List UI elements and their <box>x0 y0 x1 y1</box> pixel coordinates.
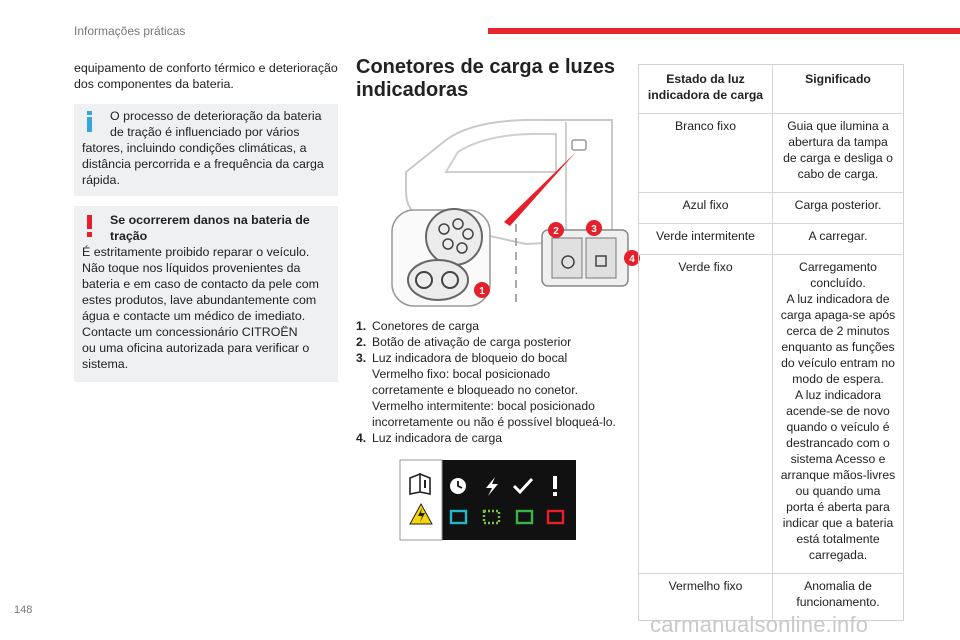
legend-list <box>356 318 626 446</box>
intro-line: equipamento de conforto térmico e deterioração <box>74 61 338 75</box>
legend-text: Vermelho fixo: bocal posicionado <box>372 367 551 381</box>
svg-text:4: 4 <box>629 254 635 265</box>
legend-number: 2. <box>356 335 367 349</box>
intro-line: dos componentes da bateria. <box>74 77 234 91</box>
svg-text:3: 3 <box>591 224 597 235</box>
table-cell-meaning: Carregamento concluído. A luz indicadora de carga apaga-se após cerca de 2 minutos enquanto as funções do veículo entram no modo de espera. A luz indicadora acende-se de novo quando o veículo é destrancado com o sistema Acesso e arranque mãos-livres ou quando uma porta é aberta para indicar que a bateria está totalmente carregada. <box>780 260 896 562</box>
warning-line: Contacte um concessionário CITROËN <box>82 325 298 339</box>
section-title <box>356 56 626 102</box>
info-line: de tração é influenciado por vários <box>110 125 300 139</box>
warning-line: bateria e em caso de contacto da pele com <box>82 277 319 291</box>
charging-flap <box>572 140 586 150</box>
middle-column <box>356 56 635 445</box>
intro-paragraph <box>74 60 338 92</box>
section-header-title: Informações práticas <box>74 24 186 38</box>
legend-text: Botão de ativação de carga posterior <box>372 335 572 349</box>
warning-line: É estritamente proibido reparar o veículo. <box>82 245 310 259</box>
table-cell-meaning: Anomalia de funcionamento. <box>796 579 880 609</box>
table-cell-meaning: A carregar. <box>808 229 868 243</box>
warning-title: Se ocorrerem danos na bateria de <box>110 213 310 227</box>
callout-3 <box>586 220 602 236</box>
warning-line: água e contacte um médico de imediato. <box>82 309 306 323</box>
legend-number: 4. <box>356 431 367 445</box>
section-title-line: Conetores de carga e luzes <box>356 56 615 78</box>
watermark: carmanualsonline.info <box>650 612 869 637</box>
table-cell-state: Verde fixo <box>639 255 773 573</box>
exclamation-icon <box>84 214 106 238</box>
info-icon <box>84 109 106 133</box>
table-cell-meaning: Carga posterior. <box>794 198 882 212</box>
left-column <box>74 60 338 382</box>
table-cell-state: Azul fixo <box>639 193 773 223</box>
table-header-row <box>639 65 903 113</box>
table-cell-state: Verde intermitente <box>639 224 773 254</box>
warning-title: tração <box>110 229 148 243</box>
legend-item <box>356 318 626 334</box>
legend-text: Conetores de carga <box>372 319 480 333</box>
indicator-status-table <box>638 64 904 621</box>
legend-item <box>356 350 626 430</box>
warning-line: sistema. <box>82 357 129 371</box>
table-cell-meaning: Guia que ilumina a abertura da tampa de carga e desliga o cabo de carga. <box>783 119 893 181</box>
legend-text: Luz indicadora de carga <box>372 431 503 445</box>
table-header-cell: Significado <box>805 72 871 86</box>
header-accent-bar <box>488 28 960 34</box>
legend-text: Luz indicadora de bloqueio do bocal <box>372 351 568 365</box>
exclamation-icon <box>553 476 557 496</box>
warning-line: estes produtos, lave abundantemente com <box>82 293 317 307</box>
legend-number: 1. <box>356 319 367 333</box>
svg-text:1: 1 <box>479 286 485 297</box>
table-row <box>639 223 903 254</box>
info-line: O processo de deterioração da bateria <box>110 109 322 123</box>
svg-text:2: 2 <box>553 226 559 237</box>
table-cell-state: Branco fixo <box>639 114 773 192</box>
info-note-box <box>74 104 338 196</box>
table-row <box>639 254 903 573</box>
page-number: 148 <box>14 604 33 616</box>
warning-line: Não toque nos líquidos provenientes da <box>82 261 301 275</box>
clock-icon <box>450 478 466 494</box>
info-line: rápida. <box>82 173 120 187</box>
legend-item <box>356 430 626 446</box>
legend-text: incorretamente ou não é possível bloqueá-lo. <box>372 415 616 429</box>
charging-connector-illustration <box>386 112 635 312</box>
legend-number: 3. <box>356 351 367 365</box>
legend-text: Vermelho intermitente: bocal posicionado <box>372 399 595 413</box>
table-row <box>639 113 903 192</box>
table-row <box>639 192 903 223</box>
legend-item <box>356 334 626 350</box>
car-window <box>446 134 556 172</box>
callout-1 <box>474 282 490 298</box>
warning-line: ou uma oficina autorizada para verificar o <box>82 341 310 355</box>
section-title-line: indicadoras <box>356 79 469 101</box>
warning-box <box>74 206 338 382</box>
charge-indicator-panel <box>400 460 576 540</box>
table-header-cell: Estado da luz indicadora de carga <box>639 65 773 113</box>
info-line: fatores, incluindo condições climáticas, a <box>82 141 307 155</box>
legend-text: corretamente e bloqueado no conetor. <box>372 383 578 397</box>
callout-2 <box>548 222 564 238</box>
info-line: distância percorrida e a frequência da carga <box>82 157 324 171</box>
table-cell-state: Vermelho fixo <box>639 574 773 620</box>
